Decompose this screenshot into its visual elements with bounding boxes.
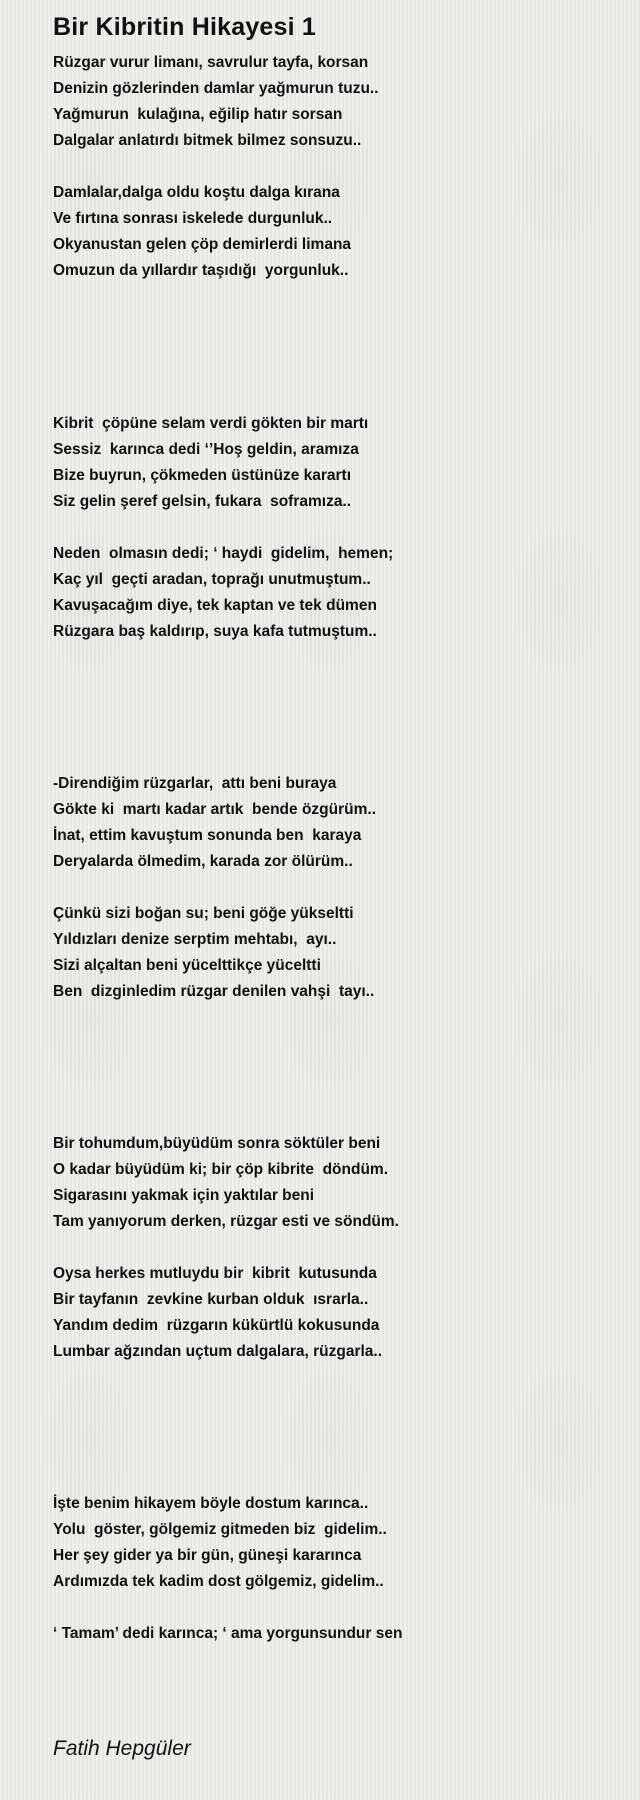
poem-line: Siz gelin şeref gelsin, fukara soframıza.. (53, 493, 352, 510)
poem-line: Bir tayfanın zevkine kurban olduk ısrarla.. (53, 1291, 369, 1308)
poem-line: Yağmurun kulağına, eğilip hatır sorsan (53, 106, 343, 123)
poem-line: Tam yanıyorum derken, rüzgar esti ve söndüm. (53, 1213, 399, 1230)
poem-line: O kadar büyüdüm ki; bir çöp kibrite döndüm. (53, 1161, 389, 1178)
poem-line: Ardımızda tek kadim dost gölgemiz, gidelim.. (53, 1573, 384, 1590)
poem-line: Bize buyrun, çökmeden üstünüze karartı (53, 467, 352, 484)
stanza-9 (53, 1491, 387, 1595)
poem-line: Çünkü sizi boğan su; beni göğe yükseltti (53, 905, 354, 922)
poem-line: Kibrit çöpüne selam verdi gökten bir martı (53, 415, 369, 432)
stanza-4 (53, 541, 393, 645)
poem-title: Bir Kibritin Hikayesi 1 (53, 13, 317, 41)
poem-line: İşte benim hikayem böyle dostum karınca.. (53, 1495, 369, 1512)
poem-line: Her şey gider ya bir gün, güneşi kararınca (53, 1547, 362, 1564)
poem-line: Neden olmasın dedi; ‘ haydi gidelim, hemen; (53, 545, 394, 562)
poem-line: Lumbar ağzından uçtum dalgalara, rüzgarla.. (53, 1343, 383, 1360)
poem-line: Rüzgar vurur limanı, savrulur tayfa, korsan (53, 54, 369, 71)
poem-line: Yandım dedim rüzgarın kükürtlü kokusunda (53, 1317, 380, 1334)
poem-line: Deryalarda ölmedim, karada zor ölürüm.. (53, 853, 353, 870)
stanza-6 (53, 901, 374, 1005)
stanza-8 (53, 1261, 382, 1365)
poem-line: Yıldızları denize serptim mehtabı, ayı.. (53, 931, 337, 948)
stanza-7 (53, 1131, 399, 1235)
poem-line: Denizin gözlerinden damlar yağmurun tuzu.. (53, 80, 379, 97)
poem-line: Gökte ki martı kadar artık bende özgürüm.. (53, 801, 377, 818)
poem-line: Damlalar,dalga oldu koştu dalga kırana (53, 184, 340, 201)
stanza-2 (53, 180, 351, 284)
poem-line: Sigarasını yakmak için yaktılar beni (53, 1187, 315, 1204)
poem-line: İnat, ettim kavuştum sonunda ben karaya (53, 827, 362, 844)
poem-line: Rüzgara baş kaldırıp, suya kafa tutmuştum.. (53, 623, 377, 640)
stanza-10 (53, 1621, 402, 1647)
poem-line: Dalgalar anlatırdı bitmek bilmez sonsuzu.. (53, 132, 362, 149)
poem-line: Ve fırtına sonrası iskelede durgunluk.. (53, 210, 333, 227)
poem-line: Sizi alçaltan beni yücelttikçe yüceltti (53, 957, 321, 974)
poem-line: Bir tohumdum,büyüdüm sonra söktüler beni (53, 1135, 381, 1152)
author-name: Fatih Hepgüler (53, 1737, 191, 1760)
poem-line: Omuzun da yıllardır taşıdığı yorgunluk.. (53, 262, 349, 279)
stanza-5 (53, 771, 376, 875)
poem-line: Yolu göster, gölgemiz gitmeden biz gidelim.. (53, 1521, 387, 1538)
poem-line: -Direndiğim rüzgarlar, attı beni buraya (53, 775, 337, 792)
poem-line: Oysa herkes mutluydu bir kibrit kutusunda (53, 1265, 377, 1282)
poem-line: Ben dizginledim rüzgar denilen vahşi tayı.. (53, 983, 375, 1000)
poem-line: Kavuşacağım diye, tek kaptan ve tek dümen (53, 597, 377, 614)
stanza-3 (53, 411, 368, 515)
poem-line: Sessiz karınca dedi ‘’Hoş geldin, aramıza (53, 441, 359, 458)
poem-line: Okyanustan gelen çöp demirlerdi limana (53, 236, 352, 253)
poem-line: Kaç yıl geçti aradan, toprağı unutmuştum.. (53, 571, 371, 588)
stanza-1 (53, 50, 379, 154)
poem-line: ‘ Tamam’ dedi karınca; ‘ ama yorgunsundur sen (53, 1625, 403, 1642)
